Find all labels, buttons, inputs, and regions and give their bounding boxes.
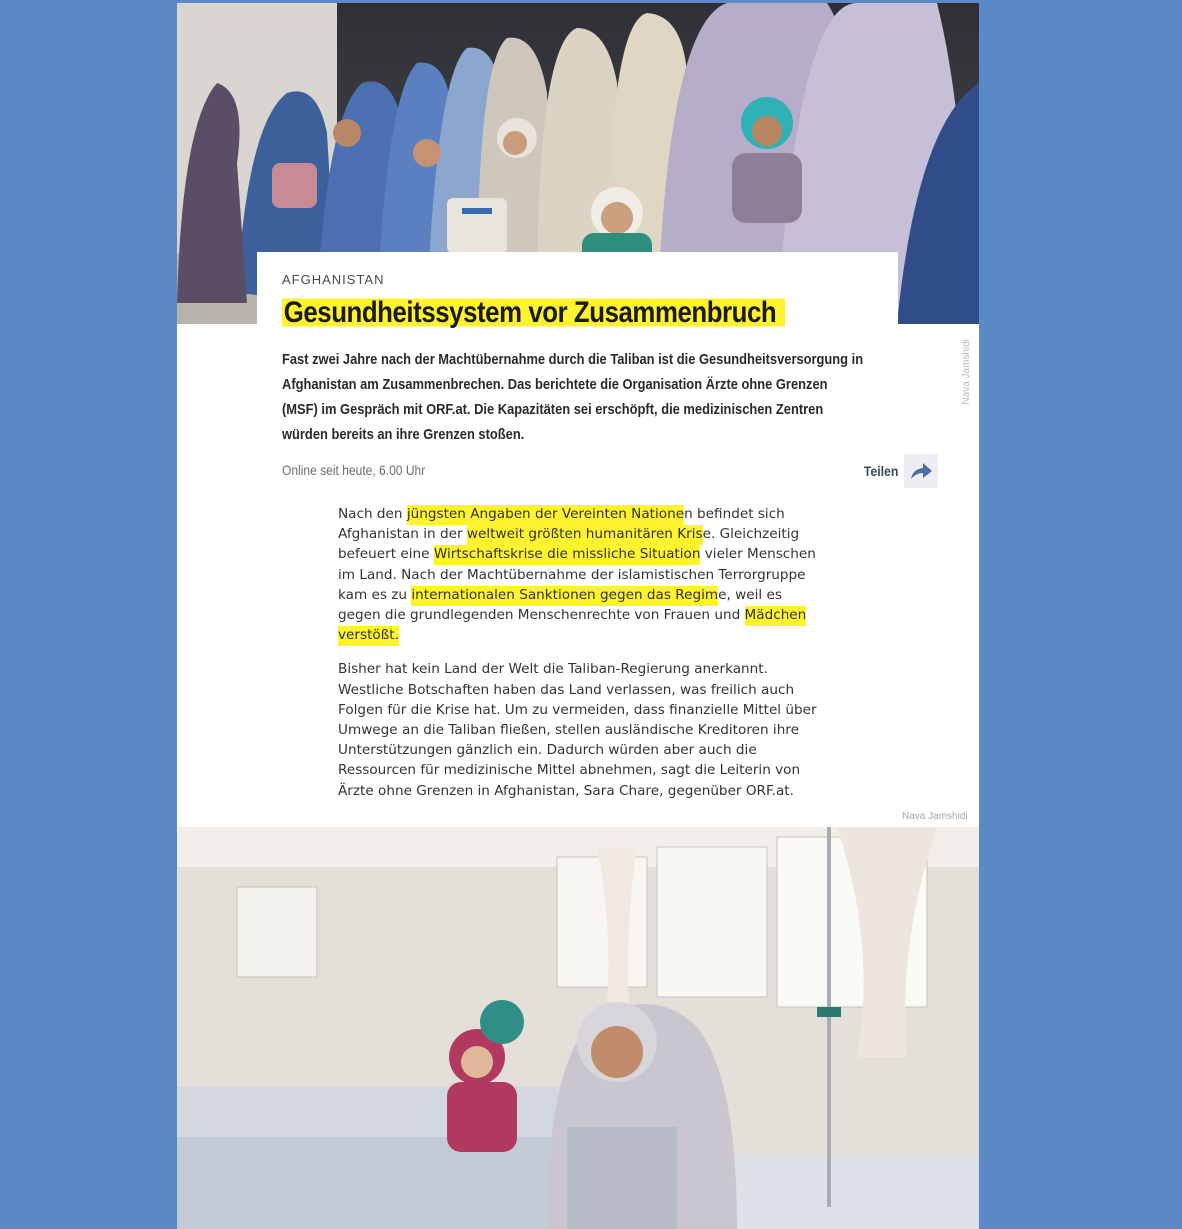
article-header-card [257, 252, 898, 502]
headline-text: Gesundheitssystem vor Zusammenbruch [282, 296, 785, 329]
share-button[interactable] [859, 454, 938, 488]
body-paragraph-1 [338, 504, 823, 645]
hospital-photo-illustration [177, 827, 979, 1229]
headline [282, 296, 785, 330]
lead-paragraph: Fast zwei Jahre nach der Machtübernahme durch die Taliban ist die Gesundheitsversorgung in Afghanistan am Zusammenbrechen. Das berichtete die Organisation Ärzte ohne Grenzen (MSF) im Gespräch mit ORF.at. Die Kapazitäten sei erschöpft, die medizinischen Zentren würden bereits an ihre Grenzen stoßen. [282, 351, 864, 443]
text-span: vieler Menschen im Land. Nach der Machtübernahme der islamistischen Terrorgruppe kam es zu [338, 546, 816, 603]
text-span: e. Gleichzeitig befeuert eine [338, 526, 800, 563]
highlighted-text: internationalen Sanktionen gegen das Regim [411, 586, 718, 606]
text-span: e, weil es gegen die grundlegenden Menschenrechte von Frauen und [338, 586, 782, 624]
text-span: Nach den [338, 506, 407, 522]
kicker: AFGHANISTAN [282, 272, 385, 287]
hero-photo-credit: Nava Jamshidi [961, 339, 972, 405]
article-body [338, 504, 823, 815]
hospital-photo [177, 827, 979, 1229]
text-span: n befindet sich Afghanistan in der [338, 506, 785, 543]
body-paragraph-2: Bisher hat kein Land der Welt die Taliban-Regierung anerkannt. Westliche Botschaften haben das Land verlassen, was freilich auch Folgen für die Krise hat. Um zu vermeiden, dass finanzielle Mittel über Umwege an die Taliban fließen, stellen ausländische Kreditoren ihre Unterstützungen gänzlich ein. Dadurch würden aber auch die Ressourcen für medizinische Mittel abnehmen, sagt die Leiterin von Ärzte ohne Grenzen in Afghanistan, Sara Chare, gegenüber ORF.at. [338, 661, 817, 799]
share-label[interactable]: Teilen [863, 463, 899, 479]
highlighted-text: Wirtschaftskrise die missliche Situation [434, 545, 701, 565]
highlighted-text: jüngsten Angaben der Vereinten Natione [407, 505, 684, 525]
second-photo-credit: Nava Jamshidi [902, 811, 968, 822]
highlighted-text: weltweit größten humanitären Kris [467, 525, 703, 545]
article-page [177, 3, 979, 1229]
share-arrow-icon[interactable] [904, 454, 938, 488]
published-time: Online seit heute, 6.00 Uhr [282, 462, 426, 478]
highlighted-text: Mädchen verstößt. [338, 606, 806, 646]
